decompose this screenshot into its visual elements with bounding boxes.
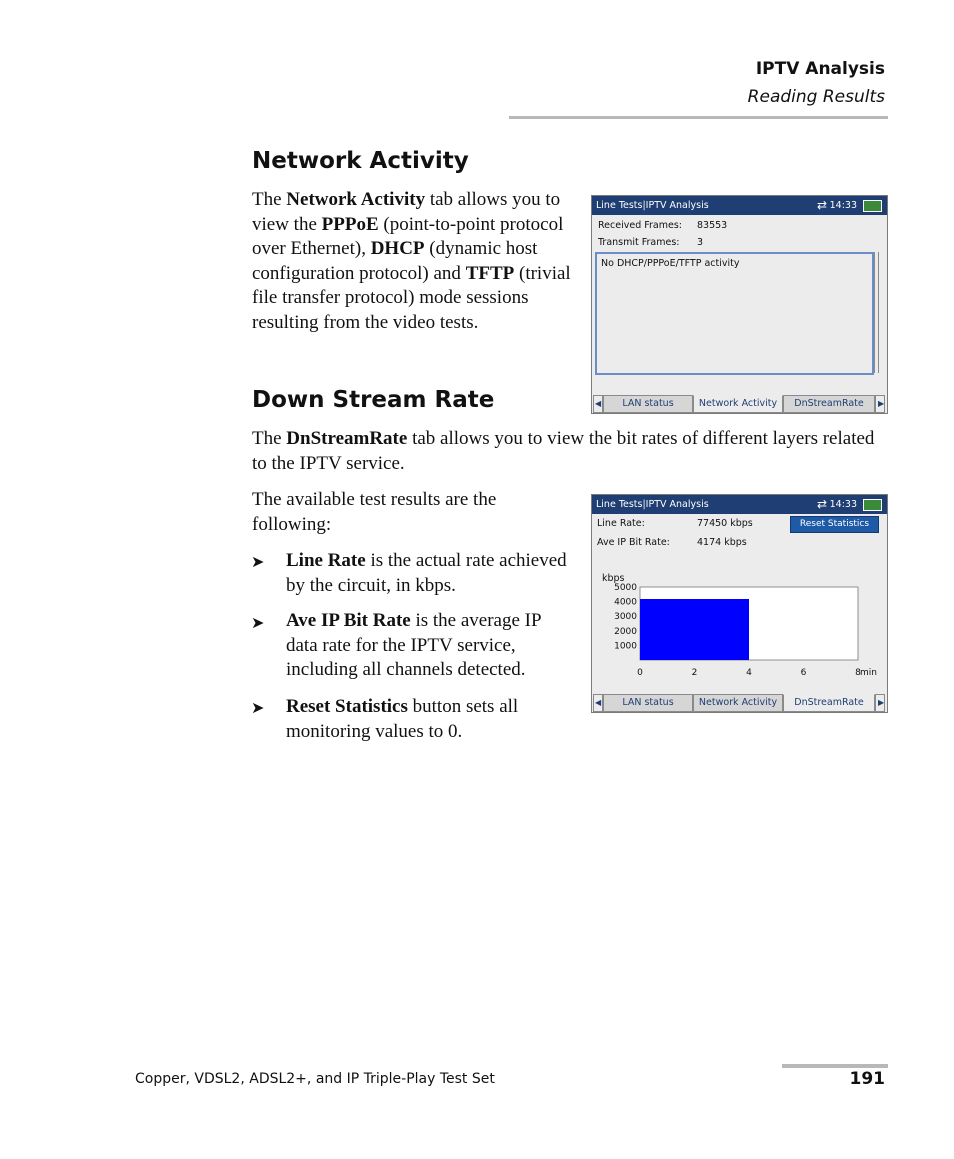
x-tick-label: 8 bbox=[855, 668, 861, 678]
transmit-frames-value: 3 bbox=[697, 237, 704, 248]
scrollbar[interactable] bbox=[874, 252, 879, 373]
text-run: button sets all monitoring values to 0. bbox=[286, 696, 519, 742]
bold-term: DHCP bbox=[370, 238, 425, 260]
y-tick-label: 4000 bbox=[614, 597, 637, 608]
bullet-arrow-icon: ➤ bbox=[251, 700, 265, 717]
dnstreamrate-screenshot bbox=[591, 494, 888, 713]
bullet-arrow-icon: ➤ bbox=[251, 554, 265, 571]
screen-titlebar bbox=[592, 196, 887, 215]
ave-ip-bit-rate-label: Ave IP Bit Rate: bbox=[597, 537, 670, 548]
bold-term: Reset Statistics bbox=[286, 696, 408, 717]
bold-term: DnStreamRate bbox=[286, 428, 408, 449]
tab-network-activity[interactable]: Network Activity bbox=[693, 694, 783, 712]
sync-icon: ⇄ bbox=[816, 198, 827, 212]
tab-scroll-right-icon[interactable]: ▶ bbox=[875, 694, 885, 712]
screen-clock: 14:33 bbox=[829, 499, 857, 510]
bullet-line-rate bbox=[286, 549, 576, 598]
text-run: The bbox=[252, 189, 287, 210]
footer-product-name: Copper, VDSL2, ADSL2+, and IP Triple-Play Test Set bbox=[135, 1071, 495, 1087]
received-frames-label: Received Frames: bbox=[598, 220, 682, 231]
received-frames-value: 83553 bbox=[697, 220, 728, 231]
section-subtitle: Reading Results bbox=[747, 87, 885, 107]
bullet-reset-statistics bbox=[286, 695, 576, 744]
bit-rate-area-series bbox=[640, 599, 749, 660]
x-tick-label: 2 bbox=[691, 668, 698, 678]
y-tick-label: 2000 bbox=[614, 626, 637, 637]
bold-term: Line Rate bbox=[286, 550, 366, 571]
bullet-ave-ip-bit-rate bbox=[286, 609, 576, 683]
text-run: The bbox=[252, 428, 287, 449]
x-axis-label: min bbox=[860, 668, 877, 678]
tab-network-activity[interactable]: Network Activity bbox=[693, 395, 783, 413]
battery-icon bbox=[863, 499, 882, 511]
header-rule bbox=[509, 116, 888, 119]
screen-titlebar bbox=[592, 495, 887, 514]
tab-scroll-left-icon[interactable]: ◀ bbox=[593, 694, 603, 712]
bold-term: Ave IP Bit Rate bbox=[286, 610, 411, 631]
bit-rate-chart bbox=[592, 569, 887, 679]
tab-scroll-left-icon[interactable]: ◀ bbox=[593, 395, 603, 413]
y-axis-label: kbps bbox=[602, 573, 625, 584]
tab-bar bbox=[592, 693, 887, 712]
bold-term: Network Activity bbox=[286, 189, 426, 210]
down-stream-rate-heading: Down Stream Rate bbox=[252, 387, 495, 413]
tab-dnstreamrate[interactable]: DnStreamRate bbox=[783, 395, 875, 413]
text-run: (point-to-point protocol over Ethernet), bbox=[252, 213, 564, 260]
bold-term: PPPoE bbox=[321, 213, 379, 235]
network-activity-screenshot bbox=[591, 195, 888, 414]
screen-title: Line Tests|IPTV Analysis bbox=[596, 200, 709, 211]
text-run: (trivial file transfer protocol) mode sessions resulting from the video tests. bbox=[252, 262, 571, 333]
text-run: is the actual rate achieved by the circuit, in kbps. bbox=[286, 550, 567, 596]
bold-term: TFTP bbox=[465, 262, 515, 284]
sync-icon: ⇄ bbox=[816, 497, 827, 511]
network-activity-paragraph bbox=[252, 188, 582, 336]
y-tick-label: 1000 bbox=[614, 641, 637, 652]
line-rate-value: 77450 kbps bbox=[697, 518, 753, 529]
text-run: tab allows you to view the bit rates of different layers related to the IPTV service. bbox=[252, 428, 875, 474]
ave-ip-bit-rate-value: 4174 kbps bbox=[697, 537, 747, 548]
screen-title: Line Tests|IPTV Analysis bbox=[596, 499, 709, 510]
text-run: is the average IP data rate for the IPTV service, including all channels detected. bbox=[286, 610, 541, 681]
bullet-arrow-icon: ➤ bbox=[251, 615, 265, 632]
activity-log-text: No DHCP/PPPoE/TFTP activity bbox=[601, 258, 740, 269]
tab-dnstreamrate[interactable]: DnStreamRate bbox=[783, 694, 875, 712]
activity-log-box bbox=[595, 252, 874, 375]
page-number: 191 bbox=[849, 1069, 885, 1089]
x-tick-label: 6 bbox=[800, 668, 807, 678]
tab-lan-status[interactable]: LAN status bbox=[603, 694, 693, 712]
line-rate-label: Line Rate: bbox=[597, 518, 645, 529]
available-results-text: The available test results are the following: bbox=[252, 489, 497, 535]
text-run: (dynamic host configuration protocol) and bbox=[252, 238, 538, 284]
tab-lan-status[interactable]: LAN status bbox=[603, 395, 693, 413]
x-tick-label: 0 bbox=[637, 668, 643, 678]
text-run: tab allows you to view the bbox=[252, 189, 561, 235]
chapter-title: IPTV Analysis bbox=[755, 59, 885, 79]
x-tick-label: 4 bbox=[746, 668, 752, 678]
down-stream-rate-intro bbox=[252, 427, 882, 476]
reset-statistics-button[interactable]: Reset Statistics bbox=[790, 516, 879, 533]
y-tick-label: 3000 bbox=[614, 612, 637, 623]
transmit-frames-label: Transmit Frames: bbox=[598, 237, 680, 248]
battery-icon bbox=[863, 200, 882, 212]
screen-clock: 14:33 bbox=[829, 200, 857, 211]
footer-rule bbox=[782, 1064, 888, 1068]
tab-bar bbox=[592, 394, 887, 413]
network-activity-heading: Network Activity bbox=[252, 148, 469, 174]
tab-scroll-right-icon[interactable]: ▶ bbox=[875, 395, 885, 413]
y-tick-label: 5000 bbox=[614, 583, 637, 593]
